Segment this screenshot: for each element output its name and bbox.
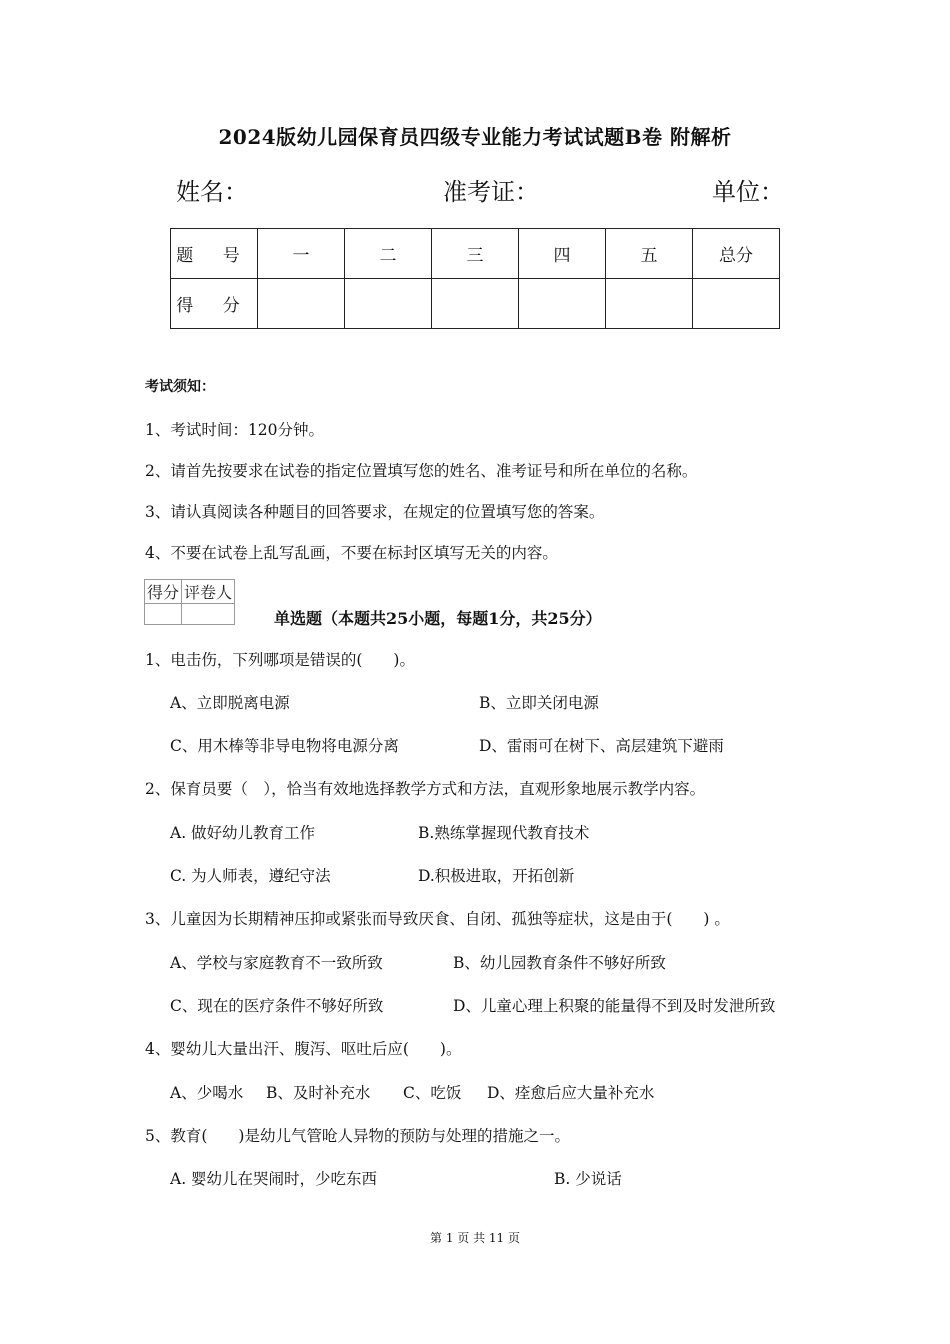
score-cell[interactable] (606, 279, 693, 329)
score-table-header-cell: 三 (432, 229, 519, 279)
score-table-header-cell: 题 号 (171, 229, 258, 279)
score-row-label: 得 分 (171, 279, 258, 329)
grader-name-label: 评卷人 (182, 580, 235, 604)
question-option: D、儿童心理上积聚的能量得不到及时发泄所致 (453, 997, 776, 1015)
score-table-header-cell: 五 (606, 229, 693, 279)
question-stem: 3、儿童因为长期精神压抑或紧张而导致厌食、自闭、孤独等症状，这是由于( ) 。 (145, 910, 730, 928)
score-table-score-row (171, 279, 780, 329)
question-option: C、用木棒等非导电物将电源分离 (170, 737, 399, 755)
notice-item: 4、不要在试卷上乱写乱画，不要在标封区填写无关的内容。 (145, 544, 558, 562)
score-cell[interactable] (432, 279, 519, 329)
page-footer: 第 1 页 共 11 页 (430, 1231, 520, 1245)
score-table-header-row (171, 229, 780, 279)
question-option: A. 婴幼儿在哭闹时，少吃东西 (170, 1170, 378, 1188)
notice-item: 1、考试时间：120分钟。 (145, 421, 324, 439)
question-stem: 2、保育员要（ ），恰当有效地选择教学方式和方法，直观形象地展示教学内容。 (145, 780, 706, 798)
question-option: D.积极进取，开拓创新 (418, 867, 575, 885)
name-field-label: 姓名： (176, 178, 248, 206)
question-option: B、及时补充水 (266, 1084, 371, 1102)
question-option: B、立即关闭电源 (479, 694, 599, 712)
question-option: D、痊愈后应大量补充水 (487, 1084, 655, 1102)
question-option: D、雷雨可在树下、高层建筑下避雨 (479, 737, 724, 755)
question-option: C、现在的医疗条件不够好所致 (170, 997, 384, 1015)
grader-score-cell[interactable] (145, 604, 182, 625)
question-option: C. 为人师表，遵纪守法 (170, 867, 331, 885)
score-table-header-cell: 一 (258, 229, 345, 279)
question-option: B、幼儿园教育条件不够好所致 (453, 954, 666, 972)
score-table-header-cell: 总分 (693, 229, 780, 279)
question-stem: 1、电击伤，下列哪项是错误的( )。 (145, 651, 415, 669)
page-title: 2024版幼儿园保育员四级专业能力考试试题B卷 附解析 (218, 125, 732, 149)
score-cell[interactable] (258, 279, 345, 329)
question-option: B. 少说话 (554, 1170, 622, 1188)
question-stem: 5、教育( )是幼儿气管呛人异物的预防与处理的措施之一。 (145, 1127, 570, 1145)
score-table-header-cell: 二 (345, 229, 432, 279)
question-option: C、吃饭 (403, 1084, 462, 1102)
question-option: A. 做好幼儿教育工作 (170, 824, 316, 842)
unit-field-label: 单位： (712, 178, 784, 206)
grader-score-label: 得分 (145, 580, 182, 604)
exam-id-field-label: 准考证： (443, 178, 539, 206)
score-table (170, 228, 780, 329)
score-table-header-cell: 四 (519, 229, 606, 279)
question-stem: 4、婴幼儿大量出汗、腹泻、呕吐后应( )。 (145, 1040, 462, 1058)
notice-item: 2、请首先按要求在试卷的指定位置填写您的姓名、准考证号和所在单位的名称。 (145, 462, 698, 480)
notice-heading: 考试须知： (145, 379, 215, 395)
question-option: A、少喝水 (170, 1084, 244, 1102)
question-option: B.熟练掌握现代教育技术 (418, 824, 590, 842)
score-cell[interactable] (519, 279, 606, 329)
section-title: 单选题（本题共25小题，每题1分，共25分） (274, 609, 602, 628)
notice-item: 3、请认真阅读各种题目的回答要求，在规定的位置填写您的答案。 (145, 503, 605, 521)
score-cell[interactable] (693, 279, 780, 329)
question-option: A、立即脱离电源 (170, 694, 290, 712)
question-option: A、学校与家庭教育不一致所致 (170, 954, 383, 972)
grader-box (144, 579, 235, 625)
score-cell[interactable] (345, 279, 432, 329)
grader-name-cell[interactable] (182, 604, 235, 625)
